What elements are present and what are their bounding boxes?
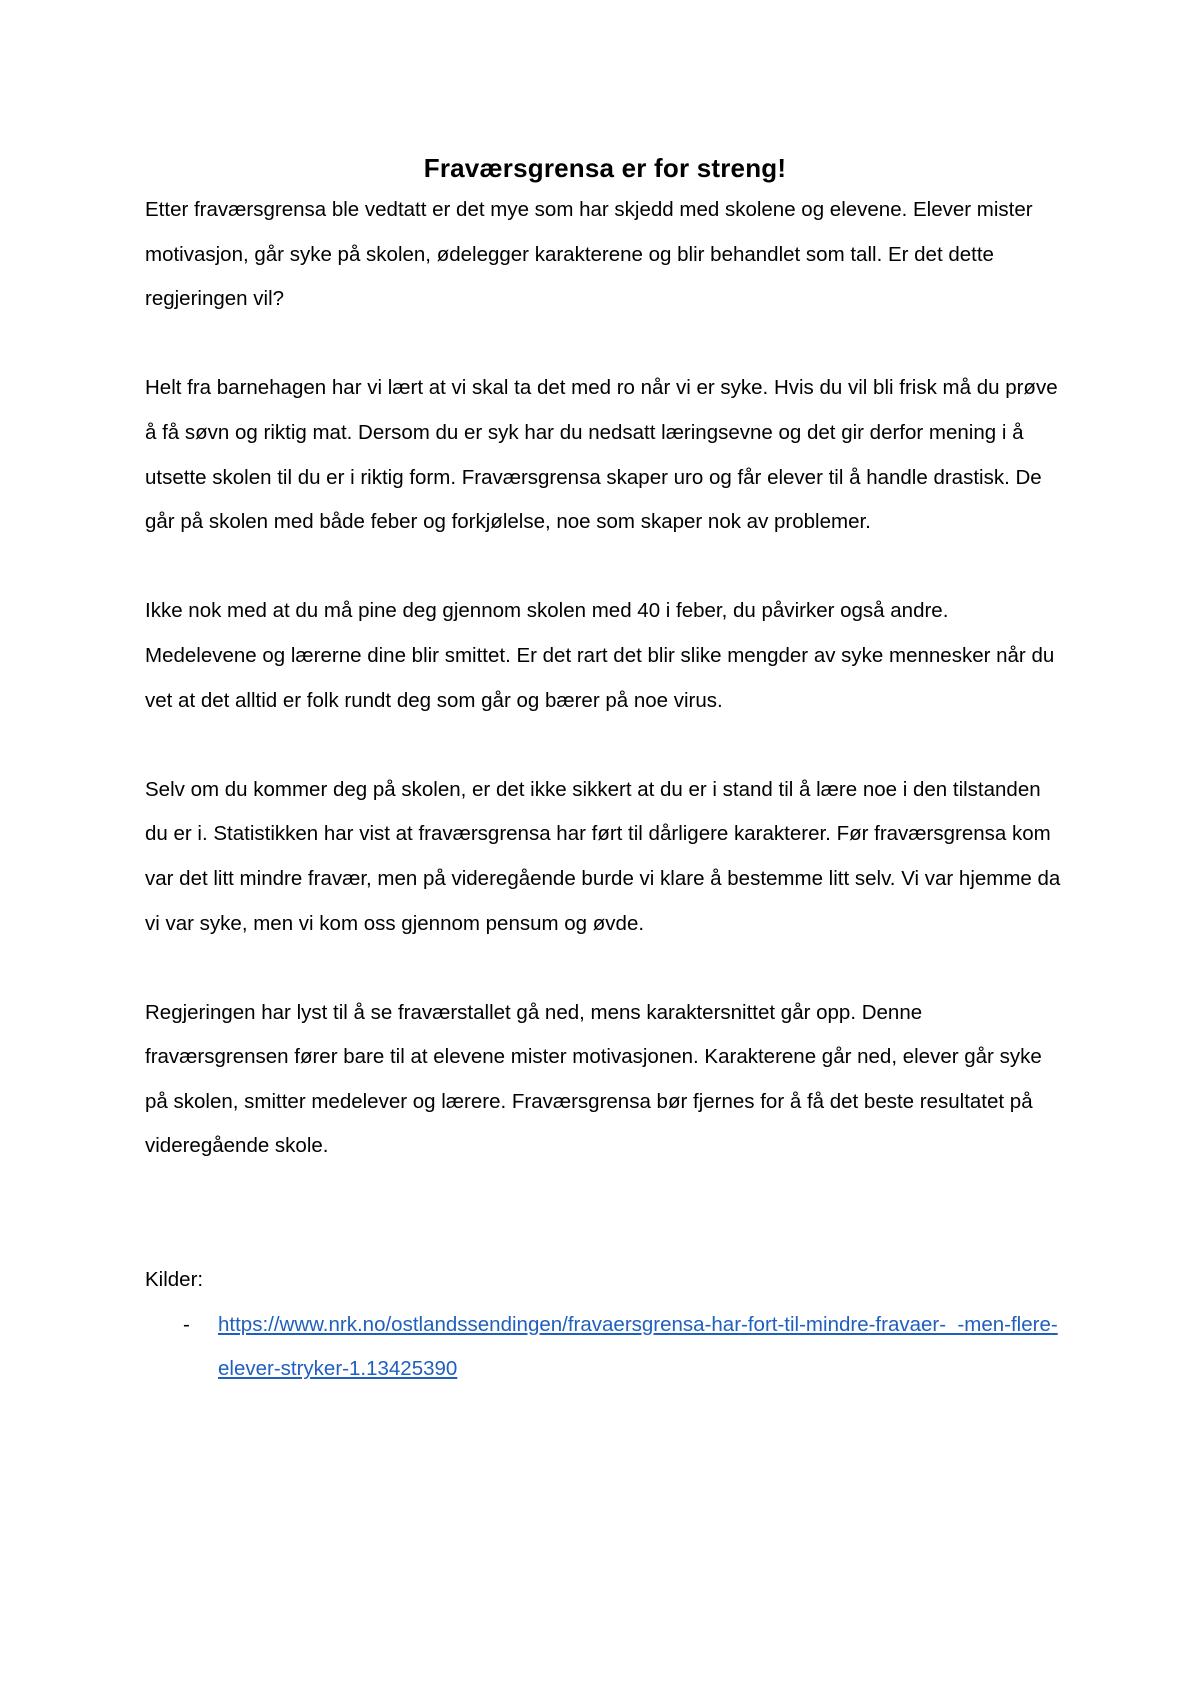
source-link-nrk[interactable]: https://www.nrk.no/ostlandssendingen/fravaersgrensa-har-fort-til-mindre-fravaer-_-men-flere-elever-stryker-1.13425390 [218,1312,1058,1381]
paragraph-intro: Etter fraværsgrensa ble vedtatt er det mye som har skjedd med skolene og elevene. Elever mister motivasjon, går syke på skolen, ødelegger karakterene og blir behandlet som tall. Er det dette regjeringen vil? [145,198,1033,311]
paragraph-sickness: Helt fra barnehagen har vi lært at vi skal ta det med ro når vi er syke. Hvis du vil bli frisk må du prøve å få søvn og riktig mat. Dersom du er syk har du nedsatt læringsevne og det gir derfor mening i å utsette skolen til du er i riktig form. Fraværsgrensa skaper uro og får elever til å handle drastisk. De går på skolen med både feber og forkjølelse, noe som skaper nok av problemer. [145,376,1058,534]
document-body [145,148,1065,1392]
paragraph-conclusion: Regjeringen har lyst til å se fraværstallet gå ned, mens karaktersnittet går opp. Denne fraværsgrensen fører bare til at elevene mister motivasjonen. Karakterene går ned, elever går syke på skolen, smitter medelever og lærere. Fraværsgrensa bør fjernes for å få det beste resultatet på videregående skole. [145,1000,1042,1158]
document-title: Fraværsgrensa er for streng! [423,153,787,183]
sources-list [145,1303,1065,1392]
paragraph-contagion: Ikke nok med at du må pine deg gjennom skolen med 40 i feber, du påvirker også andre. Medelevene og lærerne dine blir smittet. Er det rart det blir slike mengder av syke mennesker når du vet at det alltid er folk rundt deg som går og bærer på noe virus. [145,599,1055,712]
sources-label: Kilder: [145,1268,204,1292]
paragraph-grades: Selv om du kommer deg på skolen, er det ikke sikkert at du er i stand til å lære noe i den tilstanden du er i. Statistikken har vist at fraværsgrensa har ført til dårligere karakterer. Før fraværsgrensa kom var det litt mindre fravær, men på videregående burde vi klare å bestemme litt selv. Vi var hjemme da vi var syke, men vi kom oss gjennom pensum og øvde. [145,777,1061,935]
list-bullet: - [183,1312,190,1336]
source-item [145,1303,1065,1392]
sources-section [145,1258,1065,1392]
